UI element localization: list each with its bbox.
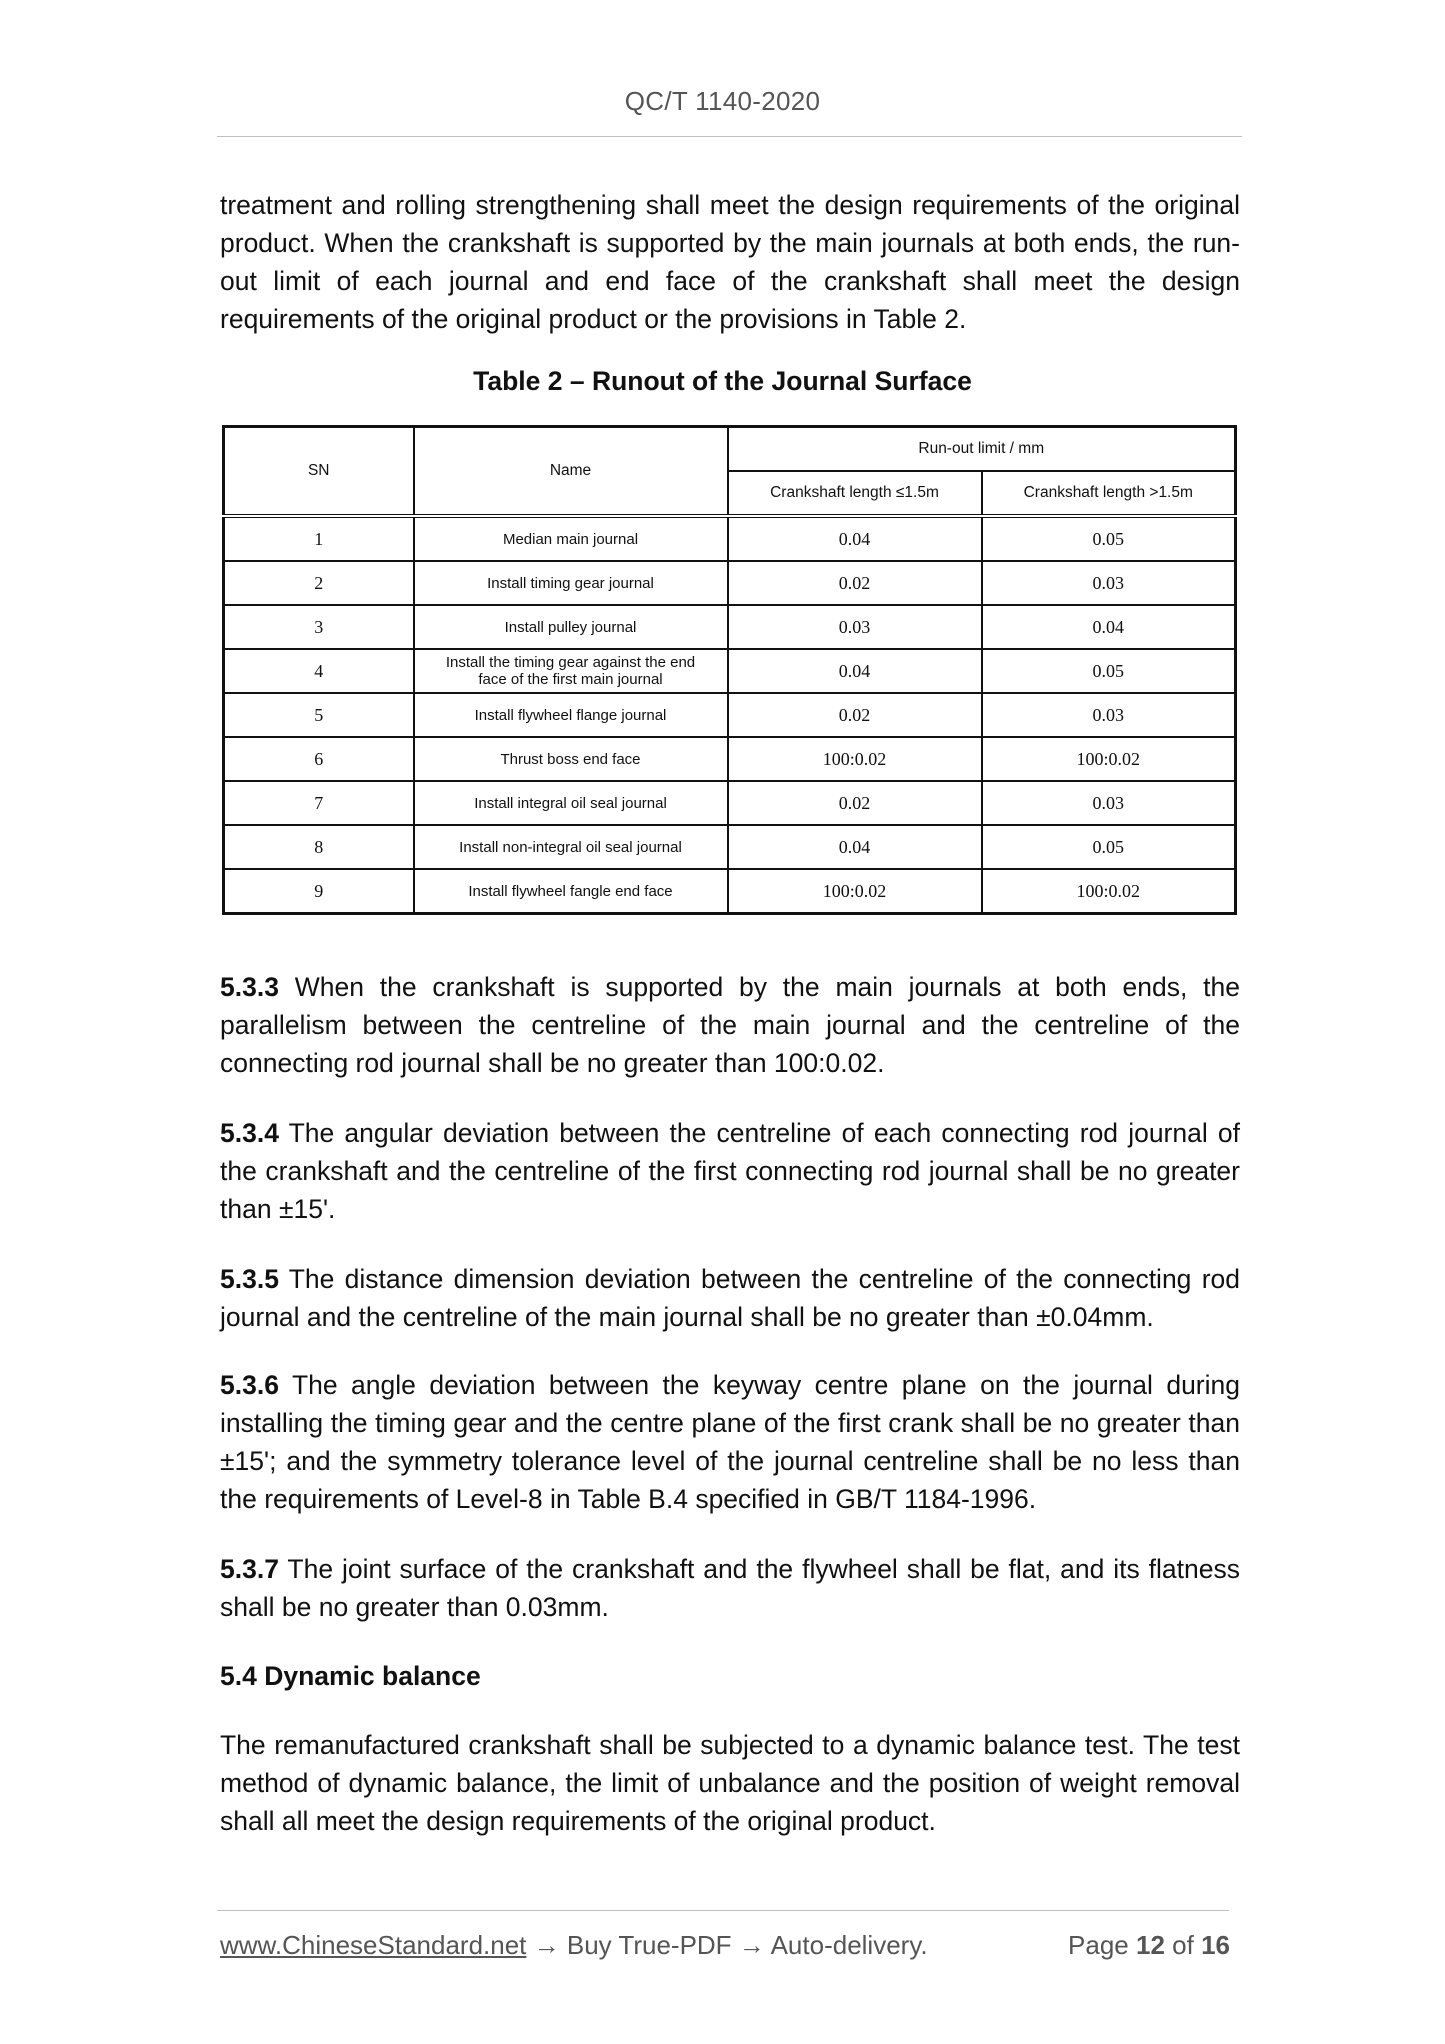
- clause-text: When the crankshaft is supported by the main journals at both ends, the parallelism between the centreline of the main journal and the centreline of the connecting rod journal shall be no greater than 100:0.02.: [220, 972, 1240, 1078]
- row-sn: 9: [224, 869, 414, 914]
- row-short-limit: 0.04: [728, 516, 982, 561]
- of-label: of: [1172, 1930, 1194, 1960]
- row-long-limit: 0.05: [982, 825, 1236, 869]
- page-header: QC/T 1140-2020: [624, 86, 821, 116]
- row-long-limit: 100:0.02: [982, 869, 1236, 914]
- row-short-limit: 0.04: [728, 649, 982, 693]
- row-long-limit: 0.04: [982, 605, 1236, 649]
- clause-text: The angle deviation between the keyway centre plane on the journal during installing the timing gear and the centre plane of the first crank shall be no greater than ±15'; and the symmetry tolerance level of the journal centreline shall be no less than the requirements of Level-8 in Table B.4 specified in GB/T 1184-1996.: [220, 1370, 1240, 1514]
- row-long-limit: 0.05: [982, 649, 1236, 693]
- row-sn: 5: [224, 693, 414, 737]
- row-name: Install flywheel flange journal: [414, 693, 728, 737]
- row-name: Install timing gear journal: [414, 561, 728, 605]
- clause-5-3-7: [220, 1550, 1240, 1626]
- table-row: [224, 737, 1236, 781]
- header-name: Name: [414, 427, 728, 517]
- section-paragraph: The remanufactured crankshaft shall be subjected to a dynamic balance test. The test method of dynamic balance, the limit of unbalance and the position of weight removal shall all meet the design requirements of the original product.: [220, 1730, 1240, 1836]
- clause-number: 5.3.4: [220, 1118, 279, 1148]
- row-short-limit: 0.02: [728, 693, 982, 737]
- page-number: 12: [1136, 1930, 1165, 1960]
- clause-5-3-3: [220, 968, 1240, 1082]
- table-caption: Table 2 – Runout of the Journal Surface: [473, 366, 972, 396]
- row-sn: 1: [224, 516, 414, 561]
- table-row: [224, 869, 1236, 914]
- arrow-icon: →: [731, 1930, 771, 1960]
- row-name: Install integral oil seal journal: [414, 781, 728, 825]
- clause-number: 5.3.5: [220, 1264, 279, 1294]
- header-short-crankshaft: Crankshaft length ≤1.5m: [728, 471, 982, 516]
- row-short-limit: 0.02: [728, 781, 982, 825]
- row-short-limit: 0.02: [728, 561, 982, 605]
- clause-number: 5.3.7: [220, 1554, 279, 1584]
- header-sn: SN: [224, 427, 414, 517]
- row-name: Install flywheel fangle end face: [414, 869, 728, 914]
- row-short-limit: 0.04: [728, 825, 982, 869]
- row-name: Median main journal: [414, 516, 728, 561]
- table-row: [224, 781, 1236, 825]
- header-runout-limit: Run-out limit / mm: [728, 427, 1236, 472]
- row-sn: 2: [224, 561, 414, 605]
- row-long-limit: 0.03: [982, 781, 1236, 825]
- row-name: Install pulley journal: [414, 605, 728, 649]
- header-divider: [217, 136, 1242, 137]
- table-row: [224, 649, 1236, 693]
- row-sn: 4: [224, 649, 414, 693]
- row-name: Install the timing gear against the end face of the first main journal: [414, 649, 728, 693]
- header-long-crankshaft: Crankshaft length >1.5m: [982, 471, 1236, 516]
- table-row: [224, 516, 1236, 561]
- intro-paragraph: treatment and rolling strengthening shall meet the design requirements of the original product. When the crankshaft is supported by the main journals at both ends, the run-out limit of each journal and end face of the crankshaft shall meet the design requirements of the original product or the provisions in Table 2.: [220, 190, 1240, 334]
- table-row: [224, 561, 1236, 605]
- row-short-limit: 100:0.02: [728, 737, 982, 781]
- row-long-limit: 0.03: [982, 693, 1236, 737]
- row-long-limit: 100:0.02: [982, 737, 1236, 781]
- table-row: [224, 825, 1236, 869]
- row-name: Install non-integral oil seal journal: [414, 825, 728, 869]
- website-link[interactable]: www.ChineseStandard.net: [220, 1930, 527, 1960]
- page-footer: [220, 1930, 1230, 1961]
- footer-divider: [217, 1910, 1229, 1911]
- clause-number: 5.3.6: [220, 1370, 279, 1400]
- clause-5-3-5: [220, 1260, 1240, 1336]
- clause-text: The distance dimension deviation between the centreline of the connecting rod journal and the centreline of the main journal shall be no greater than ±0.04mm.: [220, 1264, 1240, 1332]
- clause-5-3-6: [220, 1366, 1240, 1518]
- row-long-limit: 0.05: [982, 516, 1236, 561]
- row-short-limit: 100:0.02: [728, 869, 982, 914]
- row-long-limit: 0.03: [982, 561, 1236, 605]
- row-sn: 8: [224, 825, 414, 869]
- row-name: Thrust boss end face: [414, 737, 728, 781]
- clause-text: The joint surface of the crankshaft and the flywheel shall be flat, and its flatness shall be no greater than 0.03mm.: [220, 1554, 1241, 1622]
- row-sn: 7: [224, 781, 414, 825]
- clause-number: 5.3.3: [220, 972, 279, 1002]
- row-sn: 6: [224, 737, 414, 781]
- runout-table: [222, 425, 1237, 915]
- clause-text: The angular deviation between the centreline of each connecting rod journal of the crankshaft and the centreline of the first connecting rod journal shall be no greater than ±15'.: [220, 1118, 1240, 1224]
- delivery-text: Auto-delivery.: [770, 1930, 928, 1960]
- table-row: [224, 605, 1236, 649]
- buy-text: Buy True-PDF: [566, 1930, 732, 1960]
- page-label: Page: [1068, 1930, 1129, 1960]
- section-heading: 5.4 Dynamic balance: [220, 1661, 481, 1691]
- row-short-limit: 0.03: [728, 605, 982, 649]
- page-total: 16: [1201, 1930, 1230, 1960]
- arrow-icon: →: [526, 1930, 567, 1960]
- clause-5-3-4: [220, 1114, 1240, 1228]
- table-row: [224, 693, 1236, 737]
- page-indicator: [1068, 1930, 1230, 1961]
- row-sn: 3: [224, 605, 414, 649]
